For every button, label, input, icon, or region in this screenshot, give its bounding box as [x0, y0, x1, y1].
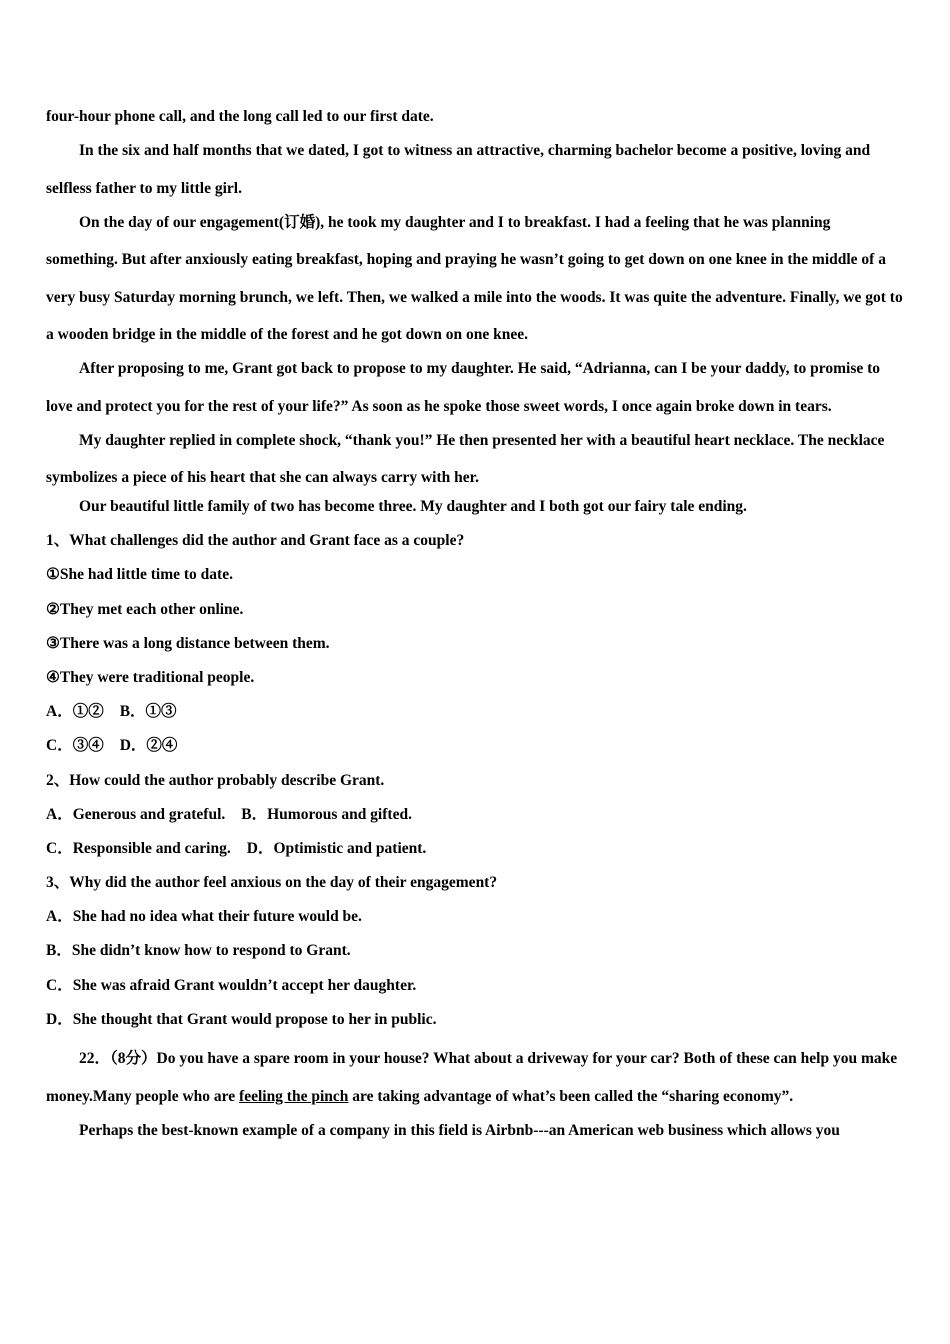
option-d: D．She thought that Grant would propose to her in public. — [46, 1010, 437, 1028]
passage-paragraph-continuation: four-hour phone call, and the long call led to our first date. — [46, 108, 434, 125]
answer-options-row — [46, 698, 906, 732]
statement-item: ④They were traditional people. — [46, 668, 255, 686]
option-a: A．Generous and grateful. — [46, 805, 226, 823]
option-c: C．She was afraid Grant wouldn’t accept her daughter. — [46, 976, 417, 994]
passage-paragraph: My daughter replied in complete shock, “thank you!” He then presented her with a beautiful heart necklace. The necklace symbolizes a piece of his heart that she can always carry with her. — [46, 431, 885, 486]
option-d: D．②④ — [119, 737, 178, 755]
option-b: B．She didn’t know how to respond to Grant. — [46, 942, 351, 960]
option-a: A．①② — [46, 703, 104, 721]
passage-paragraph: On the day of our engagement(订婚), he took my daughter and I to breakfast. I had a feeling that he was planning something. But after anxiously eating breakfast, hoping and praying he wasn’t going to get down on one knee in the middle of a very busy Saturday morning brunch, we left. Then, we walked a mile into the woods. It was quite the adventure. Finally, we got to a wooden bridge in the middle of the forest and he got down on one knee. — [46, 213, 903, 343]
question-1 — [46, 527, 906, 766]
next-passage-paragraph: Perhaps the best-known example of a company in this field is Airbnb---an American web business which allows you — [79, 1121, 840, 1139]
statement-item: ①She had little time to date. — [46, 566, 233, 584]
question-stem: 1、What challenges did the author and Grant face as a couple? — [46, 532, 465, 550]
question-number: 22．（8分） — [79, 1050, 157, 1067]
passage-paragraph: After proposing to me, Grant got back to propose to my daughter. He said, “Adrianna, can I be your daddy, to promise to love and protect you for the rest of your life?” As soon as he spoke those sweet words, I once again broke down in tears. — [46, 360, 881, 415]
underlined-phrase: feeling the pinch — [239, 1087, 349, 1105]
question-stem: 2、How could the author probably describe Grant. — [46, 771, 385, 789]
question-3 — [46, 869, 906, 1040]
question-stem: 3、Why did the author feel anxious on the day of their engagement? — [46, 874, 498, 892]
statement-item: ③There was a long distance between them. — [46, 634, 330, 652]
option-c: C．③④ — [46, 737, 104, 755]
option-a: A．She had no idea what their future would be. — [46, 908, 362, 926]
option-b: B．Humorous and gifted. — [241, 805, 412, 823]
passage-paragraph: Our beautiful little family of two has become three. My daughter and I both got our fairy tale ending. — [79, 498, 747, 515]
answer-options-row — [46, 835, 906, 869]
passage-paragraph: In the six and half months that we dated, I got to witness an attractive, charming bachelor become a positive, loving and selfless father to my little girl. — [46, 142, 871, 197]
answer-options-row — [46, 801, 906, 835]
option-c: C．Responsible and caring. — [46, 839, 231, 857]
option-d: D．Optimistic and patient. — [246, 839, 427, 857]
statement-item: ②They met each other online. — [46, 600, 244, 618]
next-passage-paragraph: 22．（8分）Do you have a spare room in your house? What about a driveway for your car? Both of these can help you make money.Many people who are feeling the pinch are taking advantage of what’s been called the “sharing economy”. — [46, 1050, 898, 1105]
option-b: B．①③ — [119, 703, 177, 721]
document-page — [46, 98, 906, 1149]
answer-options-row — [46, 732, 906, 766]
question-2 — [46, 767, 906, 870]
